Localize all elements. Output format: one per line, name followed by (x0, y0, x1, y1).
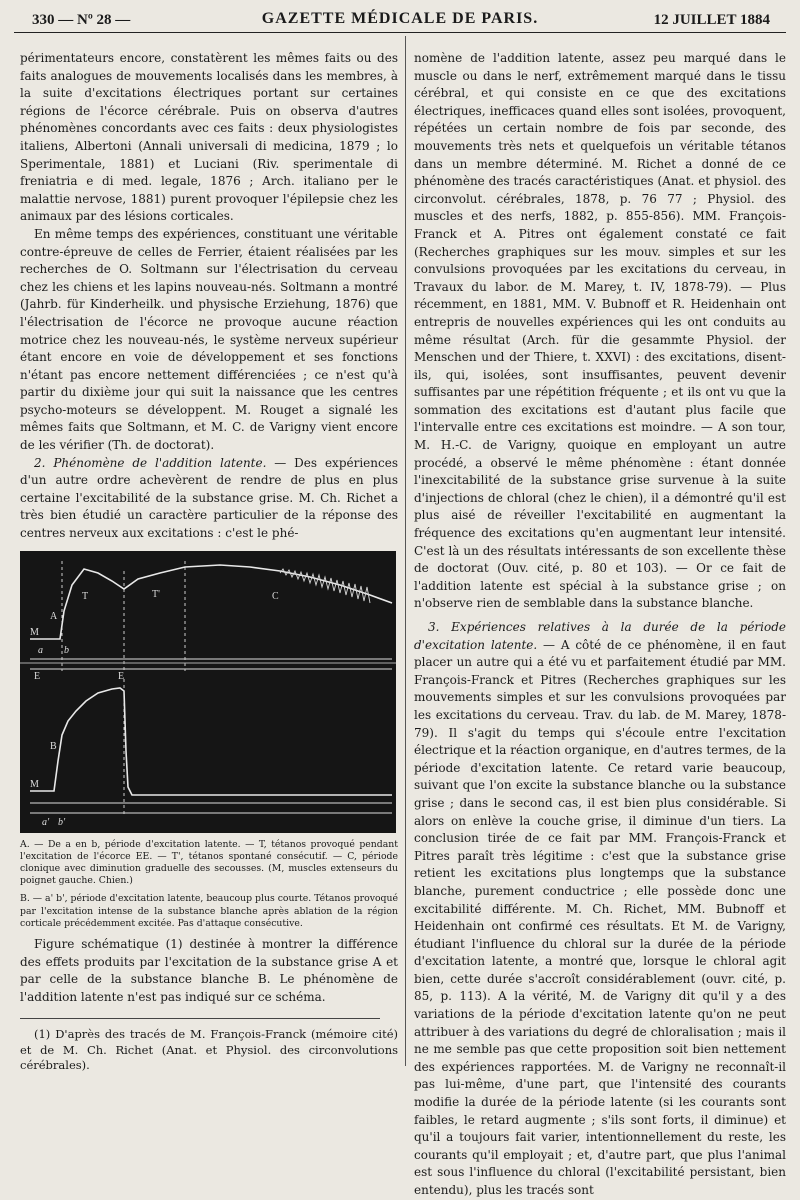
label-M: M (30, 626, 39, 638)
label-B: B (50, 740, 57, 752)
paragraph: En même temps des expériences, constituant une véritable contre-épreuve de celles de Ferrier, étaient réalisées par les recherches de O. Soltmann sur l'électrisation du cerveau chez les chiens et les lapins nouveau-nés. Soltmann a montré (Jahrb. für Kinderheilk. und physische Erziehung, 1876) que l'électrisation de l'écorce ne provoque aucune réaction motrice chez les nouveau-nés, le système nerveux supérieur étant encore en voie de développement et ses fonctions n'étant pas encore nettement différenciées ; ce n'est qu'à partir du dixième jour qui suit la naissance que les centres psycho-moteurs se développent. M. Rouget a signalé les mêmes faits que Soltmann, et M. C. de Varigny vient encore de les vérifier (Th. de doctorat). (20, 226, 398, 453)
paragraph-text: — Des expériences d'un autre ordre achevèrent de rendre de plus en plus certaine l'excitabilité de la substance grise. M. Ch. Richet a très bien étudié un caractère particulier de la réponse des centres nerveux aux excitations : c'est le phé- (20, 455, 398, 541)
label-A: A (50, 610, 58, 622)
label-a: a (38, 644, 43, 656)
page-number: 330 — Nº 28 — (32, 12, 131, 28)
column-divider (405, 36, 406, 1066)
paragraph: Figure schématique (1) destinée à montrer la différence des effets produits par l'excitation de la substance grise A et par celle de la substance blanche B. Le phénomène de l'addition latente n'est pas indiqué sur ce schéma. (20, 937, 398, 1004)
section-paragraph (20, 455, 398, 543)
label-b2: b' (58, 816, 66, 828)
paragraph: périmentateurs encore, constatèrent les mêmes faits ou des faits analogues de mouvements localisés dans les membres, à la suite d'excitations électriques portant sur certaines régions de l'écorce cérébrale. Puis on observa d'autres phénomènes concordants avec ces faits : deux physiologistes italiens, Albertoni (Annali universali di medicina, 1879 ; lo Sperimentale, 1881) et Luciani (Riv. sperimentale di freniatria e di med. legale, 1876 ; Arch. italiano per le malattie nervose, 1881) purent provoquer l'épilepsie chez les animaux par des lésions corticales. (20, 51, 398, 224)
label-a2: a' (42, 816, 50, 828)
footnote-rule (20, 1018, 380, 1019)
paragraph: nomène de l'addition latente, assez peu marqué dans le muscle ou dans le nerf, extrêmement marqué dans le tissu cérébral, et qui consiste en ce que des excitations électriques, inefficaces quand elles sont isolées, provoquent, répétées un certain nombre de fois par seconde, des mouvements très nets et quelquefois un véritable tétanos dans un membre déterminé. M. Richet a donné de ce phénomène des tracés caractéristiques (Anat. et physiol. des circonvolut. cérébrales, 1878, p. 76 77 ; Physiol. des muscles et des nerfs, 1882, p. 855-856). MM. François-Franck et A. Pitres ont également constaté ce fait (Recherches graphiques sur les mouv. simples et sur les convulsions provoquées par les excitations du cerveau, in Travaux du labor. de M. Marey, t. IV, 1878-79). — Plus récemment, en 1881, MM. V. Bubnoff et R. Heidenhain ont entrepris de nouvelles expériences qui les ont conduits au même résultat (Arch. für die gesammte Physiol. der Menschen und der Thiere, t. XXVI) : des excitations, disent-ils, qui, isolées, sont insuffisantes, peuvent devenir suffisantes par une répétition fréquente ; et ils ont vu que la sommation des excitations est d'autant plus facile que l'intervalle entre ces excitations est moindre. — A son tour, M. H.-C. de Varigny, quoique en employant un autre procédé, a observé le même phénomène : étant donnée l'inexcitabilité de la substance grise survenue à la suite d'injections de chloral (chez le chien), il a démontré qu'il est plus aisé de réveiller l'excitabilité en augmentant la fréquence des excitations qu'en augmentant leur intensité. C'est là un des résultats intéressants de son excellente thèse de doctorat (Ouv. cité, p. 80 et 103). — Or ce fait de l'addition latente est spécial à la substance grise ; on n'observe rien de semblable dans la substance blanche. (414, 51, 786, 611)
label-C: C (272, 590, 279, 602)
section-heading: 2. Phénomène de l'addition latente. (34, 455, 267, 470)
footnote: (1) D'après des tracés de M. François-Franck (mémoire cité) et de M. Ch. Richet (Anat. et Physiol. des circonvolutions cérébrales). (20, 1027, 398, 1073)
label-M2: M (30, 778, 39, 790)
label-T: T (82, 590, 89, 602)
section-heading: 3. Expériences relatives à la durée de la période d'excitation latente. (414, 620, 786, 652)
label-b: b (64, 644, 69, 656)
clonic-jitter (280, 569, 370, 603)
paragraph-text: — A côté de ce phénomène, il en faut placer un autre qui a été vu et parfaitement étudié par MM. François-Franck et Pitres (Recherches graphiques sur les mouvements simples et sur les convulsions provoquées par les excitations du cerveau. Trav. du lab. de M. Marey, 1878-79). Il s'agit du temps qui s'écoule entre l'excitation électrique et la réaction organique, en d'autres termes, de la période d'excitation latente. Ce retard varie beaucoup, suivant que l'on excite la substance blanche ou la substance grise ; dans le second cas, il est bien plus considérable. Si alors on enlève la couche grise, il diminue d'un tiers. La conclusion tirée de ce fait par MM. François-Franck et Pitres paraît très légitime : c'est que la substance grise retient les excitations plus longtemps que la substance blanche, purement conductrice ; elle possède donc une excitabilité différente. M. Ch. Richet, MM. Bubnoff et Heidenhain ont confirmé ces résultats. Et M. de Varigny, étudiant l'influence du chloral sur la durée de la période d'excitation latente, a montré que, lorsque le chloral agit bien, cette durée s'accroît considérablement (ouvr. cité, p. 85, p. 113). A la vérité, M. de Varigny dit qu'il y a des variations de la période d'excitation latente qu'on ne peut attribuer à des variations du degré de chloralisation ; mais il ne me semble pas que cette proposition soit bien nettement des expériences rapportées. M. de Varigny ne reconnaît-il pas lui-même, d'une part, que l'intensité des courants modifie la durée de la période latente (si les courants sont faibles, le retard augmente ; s'ils sont forts, il diminue) et qu'il a toujours fait varier, intentionnellement du reste, les courants qu'il employait ; et, d'autre part, que plus l'animal est sous l'influence du chloral (l'excitabilité persistant, bien entendu), plus les tracés sont (414, 637, 786, 1197)
trace-curve-a (30, 565, 392, 639)
figure-caption-a: A. — De a en b, période d'excitation latente. — T, tétanos provoqué pendant l'excitation de l'écorce EE. — T', tétanos spontané consécutif. — C, période clonique avec diminution graduelle des secousses. (M, muscles extenseurs du poignet gauche. Chien.) (20, 838, 398, 887)
journal-title: GAZETTE MÉDICALE DE PARIS. (261, 10, 539, 27)
right-column (414, 50, 786, 1200)
tracing-svg (20, 551, 396, 833)
schematic-figure (20, 551, 396, 833)
figure-caption-b: B. — a' b', période d'excitation latente, beaucoup plus courte. Tétanos provoqué par l'excitation intense de la substance blanche après ablation de la région corticale précédemment excitée. Pas d'attaque consécutive. (20, 893, 398, 929)
trace-curve-b (30, 688, 392, 795)
left-column (20, 50, 398, 1074)
page-header (14, 6, 786, 33)
issue-date: 12 JUILLET 1884 (653, 12, 770, 28)
label-E: E (34, 670, 41, 682)
section-paragraph (414, 619, 786, 1200)
label-T2: T' (152, 588, 160, 600)
label-E2: E (118, 670, 125, 682)
